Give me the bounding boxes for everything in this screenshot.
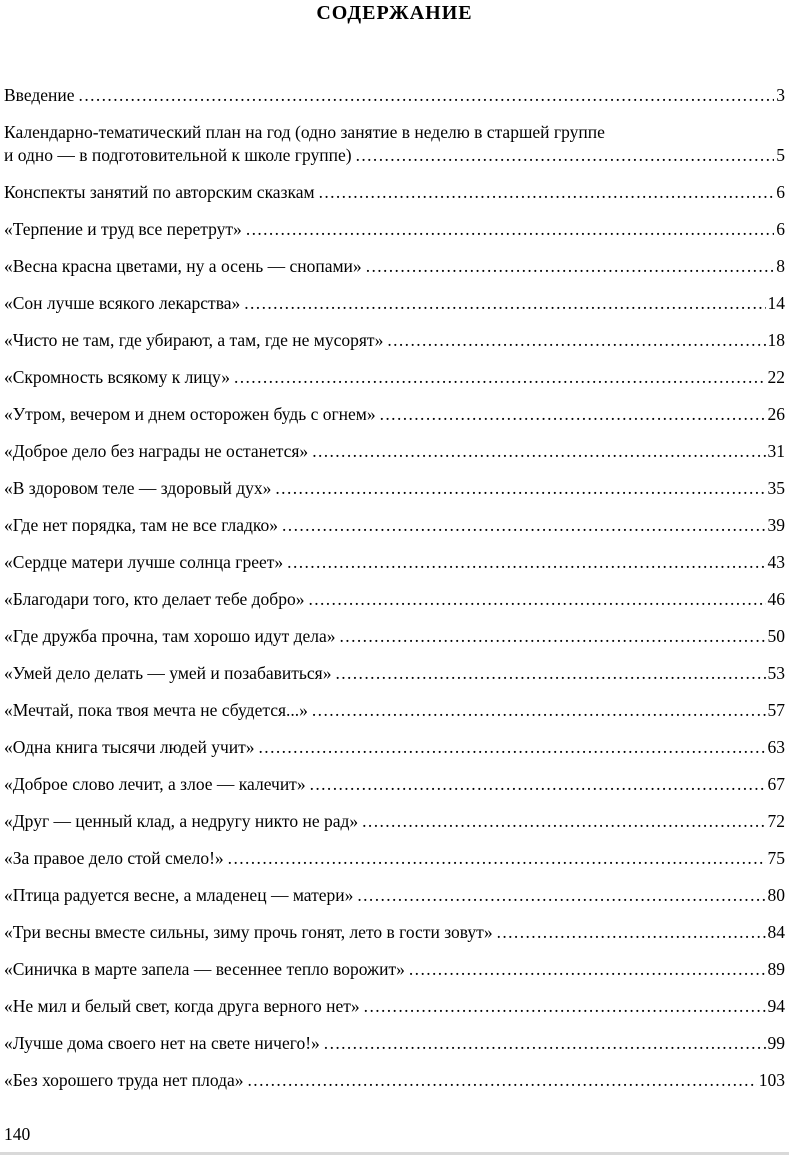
dot-leader xyxy=(234,366,766,389)
toc-entry-text: Введение xyxy=(4,85,75,105)
toc-entry xyxy=(4,255,785,278)
toc-entry-page: 94 xyxy=(767,996,785,1016)
toc-entry-text: «Где дружба прочна, там хорошо идут дела» xyxy=(4,626,336,646)
dot-leader xyxy=(312,699,766,722)
dot-leader xyxy=(287,551,765,574)
dot-leader xyxy=(79,84,775,107)
dot-leader xyxy=(380,403,766,426)
dot-leader xyxy=(259,736,766,759)
dot-leader xyxy=(282,514,765,537)
toc-entry-page: 89 xyxy=(767,959,785,979)
toc-entry xyxy=(4,921,785,944)
toc-entry-text: «Утром, вечером и днем осторожен будь с огнем» xyxy=(4,404,376,424)
toc-entry-text: «Весна красна цветами, ну а осень — снопами» xyxy=(4,256,362,276)
toc-entry-text: «Синичка в марте запела — весеннее тепло ворожит» xyxy=(4,959,405,979)
toc-entry xyxy=(4,625,785,648)
toc-entry-page: 63 xyxy=(767,737,785,757)
toc-entry-text: «Благодари того, кто делает тебе добро» xyxy=(4,589,305,609)
toc-entry-text-line1: Календарно-тематический план на год (одно занятие в неделю в старшей группе xyxy=(4,122,605,142)
toc-entry xyxy=(4,292,785,315)
toc-entry-text: «Умей дело делать — умей и позабавиться» xyxy=(4,663,332,683)
toc-entry-text: «Птица радуется весне, а младенец — матери» xyxy=(4,885,354,905)
toc-entry-page: 8 xyxy=(776,256,785,276)
toc-entry xyxy=(4,884,785,907)
toc-entry-text: «За правое дело стой смело!» xyxy=(4,848,224,868)
toc-entry xyxy=(4,736,785,759)
toc-entry xyxy=(4,329,785,352)
toc-entry-page: 75 xyxy=(767,848,785,868)
toc-entry-page: 53 xyxy=(767,663,785,683)
dot-leader xyxy=(335,662,765,685)
toc-entry xyxy=(4,1032,785,1055)
toc-entry-text: и одно — в подготовительной к школе группе) xyxy=(4,145,352,165)
dot-leader xyxy=(275,477,765,500)
dot-leader xyxy=(366,255,775,278)
dot-leader xyxy=(356,144,775,167)
toc-list xyxy=(4,84,785,1092)
toc-entry-page: 31 xyxy=(767,441,785,461)
dot-leader xyxy=(308,588,765,611)
toc-entry xyxy=(4,121,785,167)
toc-entry-page: 67 xyxy=(767,774,785,794)
toc-entry xyxy=(4,218,785,241)
page-title: СОДЕРЖАНИЕ xyxy=(316,2,473,24)
dot-leader xyxy=(319,181,775,204)
toc-entry-text: «Сон лучше всякого лекарства» xyxy=(4,293,241,313)
toc-entry xyxy=(4,440,785,463)
toc-entry xyxy=(4,477,785,500)
toc-entry-text: «Лучше дома своего нет на свете ничего!» xyxy=(4,1033,320,1053)
dot-leader xyxy=(324,1032,766,1055)
toc-entry-text: «Скромность всякому к лицу» xyxy=(4,367,230,387)
toc-entry-page: 72 xyxy=(767,811,785,831)
toc-entry xyxy=(4,847,785,870)
dot-leader xyxy=(228,847,766,870)
toc-entry-page: 99 xyxy=(767,1033,785,1053)
toc-entry-page: 14 xyxy=(767,293,785,313)
dot-leader xyxy=(340,625,766,648)
dot-leader xyxy=(362,810,765,833)
toc-entry xyxy=(4,958,785,981)
toc-entry xyxy=(4,995,785,1018)
toc-entry xyxy=(4,514,785,537)
toc-entry-text: «Одна книга тысячи людей учит» xyxy=(4,737,255,757)
toc-entry xyxy=(4,588,785,611)
toc-entry-page: 43 xyxy=(767,552,785,572)
toc-entry-text: «Мечтай, пока твоя мечта не сбудется...» xyxy=(4,700,308,720)
toc-entry xyxy=(4,366,785,389)
toc-entry-page: 6 xyxy=(776,219,785,239)
toc-entry xyxy=(4,403,785,426)
toc-entry-text: «Где нет порядка, там не все гладко» xyxy=(4,515,279,535)
toc-entry-text: «Доброе дело без награды не останется» xyxy=(4,441,309,461)
toc-entry-text: «Не мил и белый свет, когда друга верного нет» xyxy=(4,996,360,1016)
toc-entry xyxy=(4,773,785,796)
toc-entry-text: «Три весны вместе сильны, зиму прочь гонят, лето в гости зовут» xyxy=(4,922,493,942)
toc-entry-text: «Терпение и труд все перетрут» xyxy=(4,219,242,239)
toc-entry-page: 22 xyxy=(767,367,785,387)
toc-entry xyxy=(4,810,785,833)
toc-entry-page: 18 xyxy=(767,330,785,350)
toc-entry-text: «Доброе слово лечит, а злое — калечит» xyxy=(4,774,306,794)
toc-entry-text: «В здоровом теле — здоровый дух» xyxy=(4,478,272,498)
dot-leader xyxy=(387,329,765,352)
toc-entry-page: 3 xyxy=(776,85,785,105)
toc-entry xyxy=(4,551,785,574)
toc-entry-text: «Чисто не там, где убирают, а там, где не мусорят» xyxy=(4,330,384,350)
toc-entry-page: 57 xyxy=(767,700,785,720)
dot-leader xyxy=(248,1069,757,1092)
dot-leader xyxy=(409,958,766,981)
dot-leader xyxy=(312,440,765,463)
toc-entry-page: 35 xyxy=(767,478,785,498)
toc-entry xyxy=(4,84,785,107)
toc-entry-page: 39 xyxy=(767,515,785,535)
dot-leader xyxy=(357,884,765,907)
toc-entry xyxy=(4,1069,785,1092)
toc-entry-text: «Сердце матери лучше солнца греет» xyxy=(4,552,284,572)
toc-entry-page: 46 xyxy=(767,589,785,609)
toc-entry xyxy=(4,699,785,722)
toc-entry-page: 5 xyxy=(776,145,785,165)
toc-entry-text: «Без хорошего труда нет плода» xyxy=(4,1070,244,1090)
toc-entry-page: 50 xyxy=(767,626,785,646)
toc-entry-text: «Друг — ценный клад, а недругу никто не рад» xyxy=(4,811,359,831)
dot-leader xyxy=(310,773,766,796)
toc-entry-page: 80 xyxy=(767,885,785,905)
dot-leader xyxy=(497,921,766,944)
page-number-footer: 140 xyxy=(4,1124,31,1144)
toc-entry-text: Конспекты занятий по авторским сказкам xyxy=(4,182,315,202)
toc-entry-page: 6 xyxy=(776,182,785,202)
toc-entry-page: 26 xyxy=(767,404,785,424)
toc-entry-page: 84 xyxy=(767,922,785,942)
toc-entry-page: 103 xyxy=(758,1070,785,1090)
dot-leader xyxy=(364,995,766,1018)
toc-entry xyxy=(4,662,785,685)
dot-leader xyxy=(244,292,765,315)
toc-entry xyxy=(4,181,785,204)
dot-leader xyxy=(246,218,774,241)
